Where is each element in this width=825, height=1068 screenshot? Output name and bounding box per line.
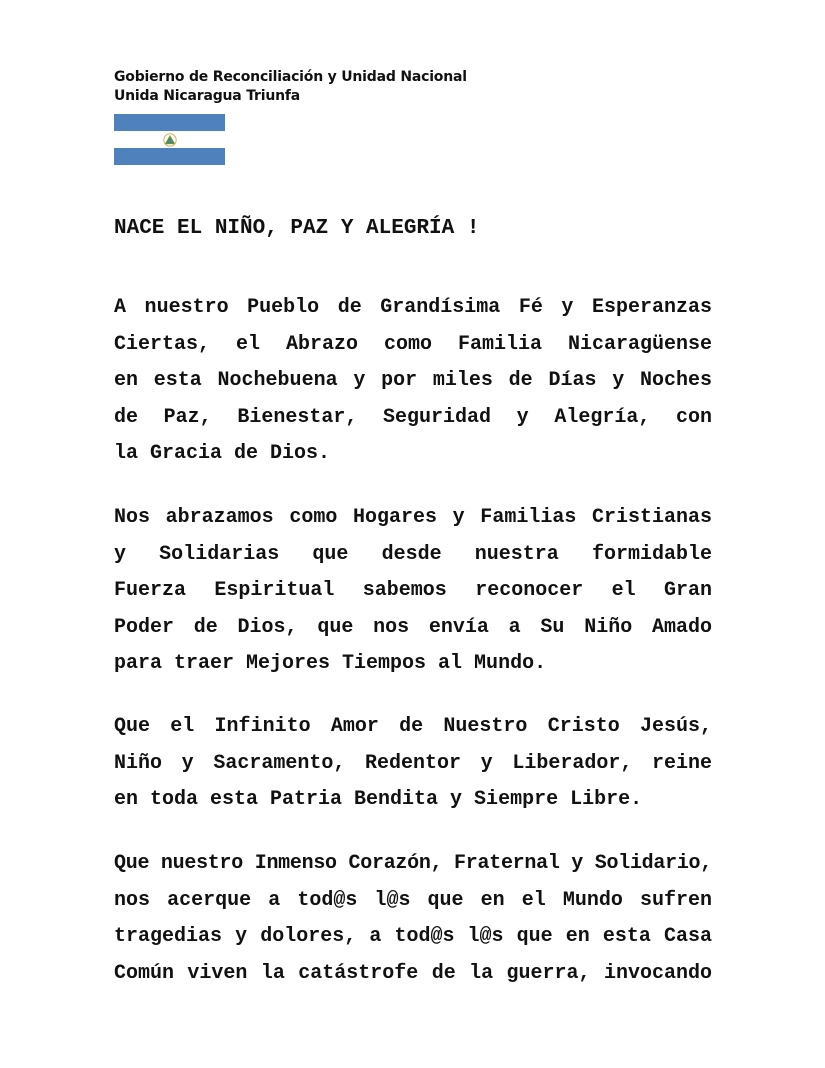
nicaragua-flag-image bbox=[114, 114, 225, 165]
paragraph-line: Fuerza Espiritual sabemos reconocer el Gran bbox=[114, 579, 712, 602]
paragraph-line: para traer Mejores Tiempos al Mundo. bbox=[114, 652, 547, 675]
paragraph-line: Común viven la catástrofe de la guerra, invocando bbox=[114, 961, 712, 985]
coat-of-arms-icon bbox=[162, 133, 178, 147]
paragraph-4 bbox=[114, 846, 712, 992]
letterhead-line-slogan: Unida Nicaragua Triunfa bbox=[114, 88, 300, 104]
paragraph-line: y Solidarias que desde nuestra formidable bbox=[114, 542, 712, 566]
paragraph-3 bbox=[114, 709, 712, 819]
paragraph-line: Niño y Sacramento, Redentor y Liberador, reine bbox=[114, 751, 712, 775]
paragraph-line: Nos abrazamos como Hogares y Familias Cristianas bbox=[114, 506, 712, 529]
paragraph-line: Poder de Dios, que nos envía a Su Niño Amado bbox=[114, 615, 712, 639]
letterhead bbox=[114, 68, 467, 106]
paragraph-line: Que el Infinito Amor de Nuestro Cristo Jesús, bbox=[114, 715, 712, 738]
paragraph-line: en toda esta Patria Bendita y Siempre Libre. bbox=[114, 788, 643, 811]
flag-top-band bbox=[114, 114, 225, 131]
paragraph-line: Ciertas, el Abrazo como Familia Nicaragüense bbox=[114, 332, 712, 356]
flag-middle-band bbox=[114, 131, 225, 148]
paragraph-2 bbox=[114, 500, 712, 683]
paragraph-line: en esta Nochebuena y por miles de Días y Noches bbox=[114, 369, 712, 392]
paragraph-1 bbox=[114, 290, 712, 473]
paragraph-line: Que nuestro Inmenso Corazón, Fraternal y Solidario, bbox=[114, 852, 712, 875]
letterhead-line-government: Gobierno de Reconciliación y Unidad Nacional bbox=[114, 69, 467, 85]
document-title: NACE EL NIÑO, PAZ Y ALEGRÍA ! bbox=[114, 217, 480, 240]
flag-bottom-band bbox=[114, 148, 225, 165]
paragraph-line: tragedias y dolores, a tod@s l@s que en esta Casa bbox=[114, 925, 712, 948]
paragraph-line: de Paz, Bienestar, Seguridad y Alegría, con bbox=[114, 405, 712, 429]
paragraph-line: A nuestro Pueblo de Grandísima Fé y Esperanzas bbox=[114, 296, 712, 319]
paragraph-line: nos acerque a tod@s l@s que en el Mundo sufren bbox=[114, 888, 712, 912]
paragraph-line: la Gracia de Dios. bbox=[114, 442, 331, 465]
